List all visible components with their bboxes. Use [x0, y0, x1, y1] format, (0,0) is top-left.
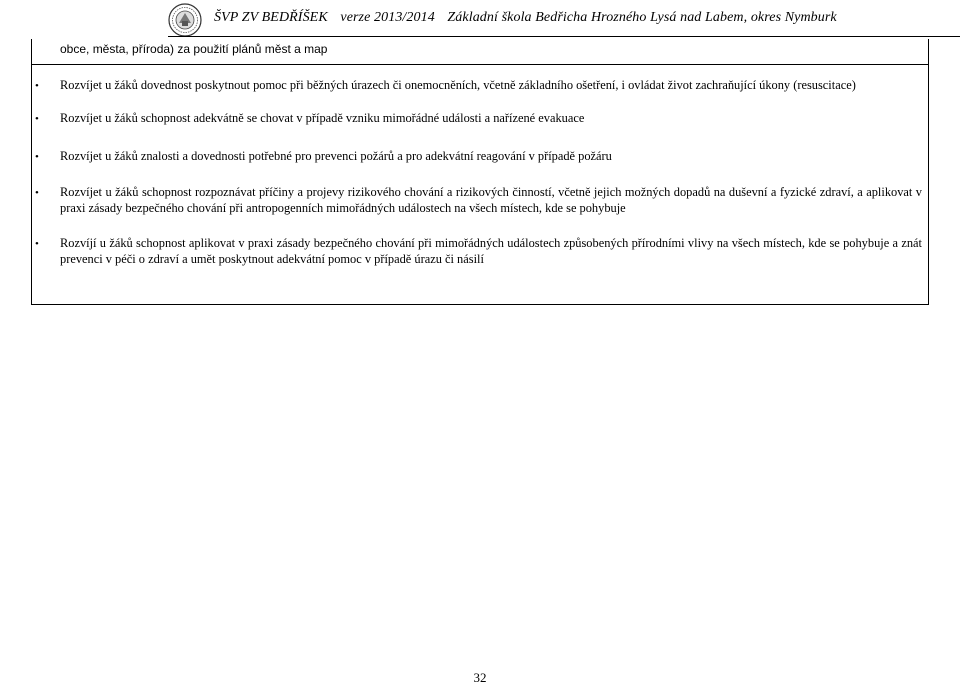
list-item [32, 235, 928, 267]
bullet-icon: • [35, 80, 39, 92]
page-header [0, 0, 960, 38]
bullet-icon: • [35, 151, 39, 163]
top-cell-text: obce, města, příroda) za použití plánů měst a map [60, 42, 328, 56]
page-number: 32 [473, 670, 487, 685]
goals-list [32, 77, 928, 267]
table-row [32, 39, 928, 65]
header-school: Základní škola Bedřicha Hrozného Lysá nad Labem, okres Nymburk [447, 10, 837, 25]
list-item [32, 77, 928, 93]
bullet-icon: • [35, 187, 39, 199]
list-item-text: Rozvíjet u žáků schopnost rozpoznávat příčiny a projevy rizikového chování a rizikových činností, včetně jejich možných dopadů na duševní a fyzické zdraví, a aplikovat v praxi zásady bezpečného chování při antropogenních mimořádných událostech na všech místech, kde se pohybuje [60, 185, 922, 215]
content-table [31, 39, 929, 305]
header-version: verze 2013/2014 [340, 10, 435, 25]
list-item-text: Rozvíjet u žáků znalosti a dovednosti potřebné pro prevenci požárů a pro adekvátní reagování v případě požáru [60, 149, 612, 163]
list-item-text: Rozvíjet u žáků schopnost adekvátně se chovat v případě vzniku mimořádné události a nařízené evakuace [60, 111, 585, 125]
header-divider [168, 36, 960, 37]
bullet-icon: • [35, 238, 39, 250]
header-program: ŠVP ZV BEDŘÍŠEK [214, 10, 328, 25]
header-text [214, 10, 846, 26]
school-seal-icon [168, 3, 202, 37]
list-item-text: Rozvíjí u žáků schopnost aplikovat v praxi zásady bezpečného chování při mimořádných událostech způsobených přírodními vlivy na všech místech, kde se pohybuje a znát prevenci v péči o zdraví a umět poskytnout adekvátní pomoc v případě úrazu či násilí [60, 236, 922, 266]
bullet-icon: • [35, 113, 39, 125]
list-item [32, 148, 928, 164]
list-item [32, 184, 928, 216]
list-item-text: Rozvíjet u žáků dovednost poskytnout pomoc při běžných úrazech či onemocněních, včetně základního ošetření, i ovládat život zachraňující úkony (resuscitace) [60, 78, 856, 92]
list-item [32, 110, 928, 126]
